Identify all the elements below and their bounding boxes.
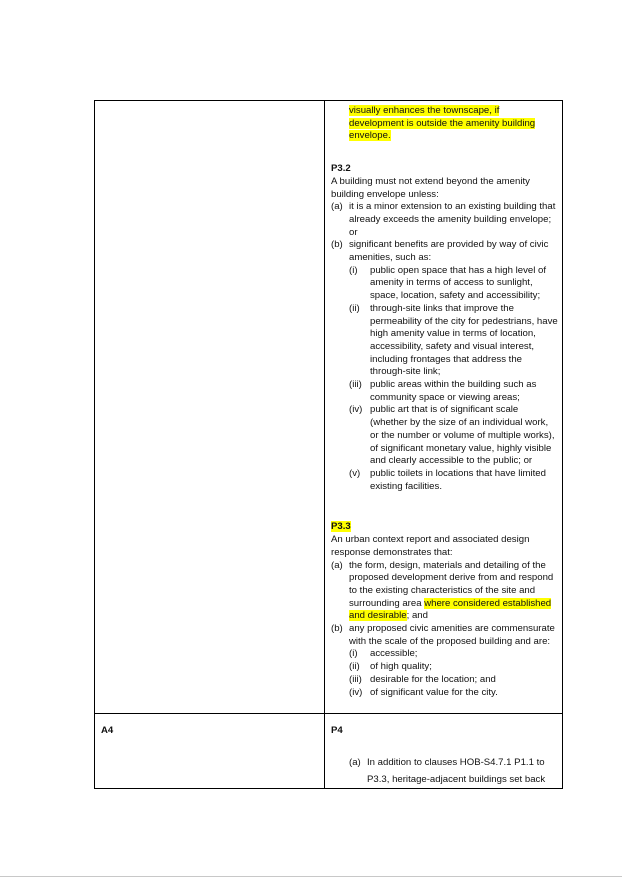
table-row <box>95 714 563 789</box>
p3-2-heading: P3.2 <box>331 163 351 175</box>
list-item: (a) it is a minor extension to an existing building that already exceeds the amenity building envelope; or <box>331 201 556 238</box>
p4-heading: P4 <box>331 725 343 736</box>
sub-list-item: (i) accessible; <box>349 648 418 660</box>
performance-criteria-cell <box>325 101 563 714</box>
list-item: (a) the form, design, materials and detailing of the proposed development derive from and respond to the existing characteristics of the site and surrounding area where considered established and desirable; and <box>331 559 554 622</box>
sub-list-item: (ii) of high quality; <box>349 661 432 673</box>
p4-cell <box>325 714 563 789</box>
page-edge-divider <box>0 876 622 877</box>
standards-table <box>94 100 563 789</box>
sub-list-item: (i) public open space that has a high level of amenity in terms of access to sunlight, space, location, safety and accessibility; <box>349 264 547 302</box>
sub-list-item: (v) public toilets in locations that have limited existing facilities. <box>349 467 546 492</box>
p3-3-heading: P3.3 <box>331 521 351 533</box>
list-item: (b) any proposed civic amenities are commensurate with the scale of the proposed building and are: <box>331 623 555 647</box>
sub-list-item: (iv) of significant value for the city. <box>349 686 498 698</box>
table-row <box>95 101 563 714</box>
acceptable-solutions-cell <box>95 101 325 714</box>
sub-list-item: (ii) through-site links that improve the permeability of the city for pedestrians, have high amenity value in terms of location, accessibility, safety and visual interest, including frontages that address the through-site link; <box>349 302 558 378</box>
sub-list-item: (iv) public art that is of significant scale (whether by the size of an individual work, or the number or volume of multiple works), of significant monetary value, highly visible and clearly accessible to the public; or <box>349 404 555 467</box>
sub-list-item: (iii) public areas within the building such as community space or viewing areas; <box>349 379 537 403</box>
sub-list-item: (iii) desirable for the location; and <box>349 673 496 685</box>
p3-2-intro: A building must not extend beyond the amenity building envelope unless: <box>331 175 530 200</box>
list-item: (a) In addition to clauses HOB-S4.7.1 P1.1 to P3.3, heritage-adjacent buildings set back <box>349 757 546 785</box>
list-item: (b) significant benefits are provided by way of civic amenities, such as: <box>331 239 549 264</box>
p3-3-intro: An urban context report and associated design response demonstrates that: <box>331 534 530 558</box>
continued-text: visually enhances the townscape, if development is outside the amenity building envelope. <box>349 105 536 142</box>
a4-heading: A4 <box>101 725 114 736</box>
a4-cell <box>95 714 325 789</box>
